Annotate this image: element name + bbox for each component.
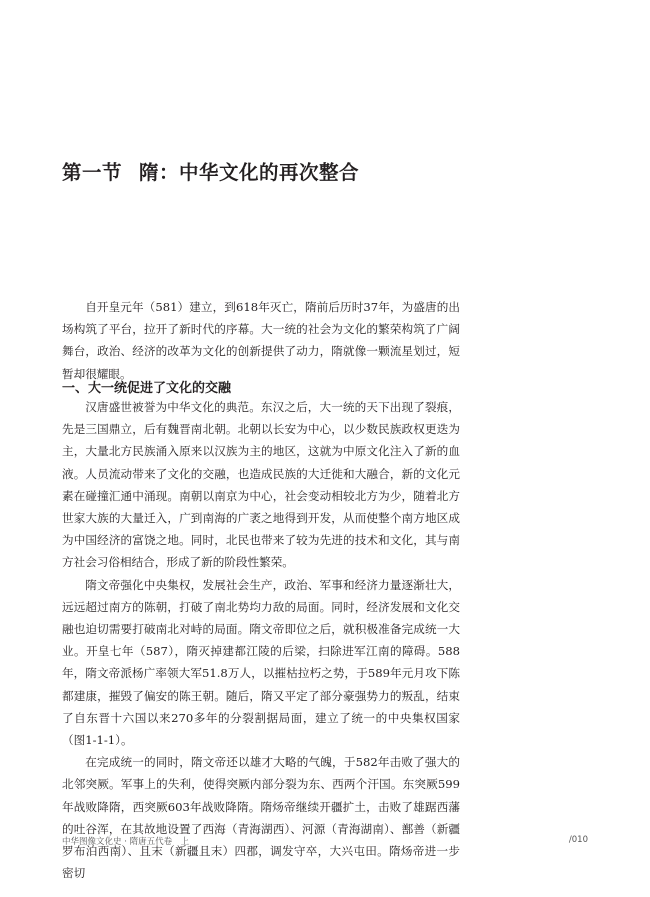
chapter-number: 第一节 (62, 161, 123, 184)
footer-book-title: 中华图像文化史 · 隋唐五代卷 上 (62, 837, 190, 847)
chapter-name: 隋：中华文化的再次整合 (139, 161, 360, 184)
intro-paragraph: 自开皇元年（581）建立，到618年灭亡，隋前后历时37年，为盛唐的出场构筑了平台，拉开了新时代的序幕。大一统的社会为文化的繁荣构筑了广阔舞台，政治、经济的改革为文化的创新提供了动力，隋就像一颗流星划过，短暂却很耀眼。 (62, 300, 460, 381)
body-paragraph: 隋文帝强化中央集权，发展社会生产，政治、军事和经济力量逐渐壮大，远远超过南方的陈朝，打破了南北势均力敌的局面。同时，经济发展和文化交融也迫切需要打破南北对峙的局面。隋文帝即位之后，就积极准备完成统一大业。开皇七年（587），隋灭掉建都江陵的后梁，扫除进军江南的障碍。588年，隋文帝派杨广率领大军51.8万人，以摧枯拉朽之势，于589年元月攻下陈都建康，摧毁了偏安的陈王朝。随后，隋又平定了部分豪强势力的叛乱，结束了自东晋十六国以来270多年的分裂割据局面，建立了统一的中央集权国家（图1-1-1）。 (62, 577, 460, 748)
chapter-title (62, 157, 359, 185)
intro-block (62, 296, 460, 385)
section-heading: 一、大一统促进了文化的交融 (62, 381, 232, 396)
body-paragraph: 在完成统一的同时，隋文帝还以雄才大略的气魄，于582年击败了强大的北邻突厥。军事上的失利，使得突厥内部分裂为东、西两个汗国。东突厥599年战败降隋，西突厥603年战败降隋。隋炀帝继续开疆扩土，击败了雄踞西藩的吐谷浑，在其故地设置了西海（青海湖西）、河源（青海湖南）、鄯善（新疆罗布泊西南）、且末（新疆且末）四郡，调发守卒，大兴屯田。隋炀帝进一步密切 (62, 755, 460, 881)
footer-page-number: /010 (568, 835, 588, 845)
section-body (62, 396, 460, 884)
body-paragraph: 汉唐盛世被誉为中华文化的典范。东汉之后，大一统的天下出现了裂痕，先是三国鼎立，后有魏晋南北朝。北朝以长安为中心，以少数民族政权更迭为主，大量北方民族涌入原来以汉族为主的地区，这就为中原文化注入了新的血液。人员流动带来了文化的交融，也造成民族的大迁徙和大融合，新的文化元素在碰撞汇通中涌现。南朝以南京为中心，社会变动相较北方为少，随着北方世家大族的大量迁入，广到南海的广袤之地得到开发，从而使整个南方地区成为中国经济的富饶之地。同时，北民也带来了较为先进的技术和文化，其与南方社会习俗相结合，形成了新的阶段性繁荣。 (62, 400, 460, 570)
